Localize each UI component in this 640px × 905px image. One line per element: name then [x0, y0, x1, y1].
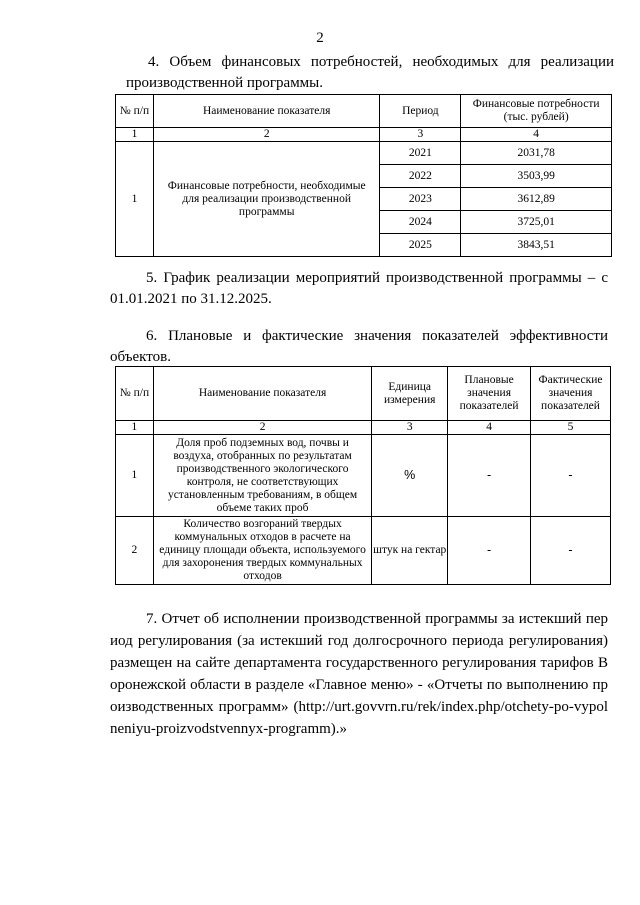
section-7-report: 7. Отчет об исполнении производственной программы за истекший период регулирования (за истекший год долгосрочного периода регулирования) размещен на сайте департамента государственного регулирования тарифов Воронежской области в разделе «Главное меню» - «Отчеты по выполнению производственных программ» (http://urt.govvrn.ru/rek/index.php/otchety-po-vypolneniyu-proizvodstvennyx-programm).»: [110, 611, 608, 737]
header-actual-values: Фактические значения показателей: [531, 367, 611, 421]
col-number: 5: [531, 421, 611, 435]
row-indicator-name: Финансовые потребности, необходимые для реализации производственной программы: [153, 142, 380, 257]
section-5-schedule: 5. График реализации мероприятий производственной программы – с 01.01.2021 по 31.12.2025.: [110, 270, 608, 307]
section-6-heading: 6. Плановые и фактические значения показателей эффективности объектов.: [110, 328, 608, 365]
header-indicator-name: Наименование показателя: [153, 367, 371, 421]
col-number: 1: [116, 128, 154, 142]
period-year: 2023: [380, 188, 461, 211]
header-planned-values: Плановые значения показателей: [448, 367, 531, 421]
header-unit: Единица измерения: [372, 367, 448, 421]
period-year: 2021: [380, 142, 461, 165]
period-value: 3725,01: [461, 211, 612, 234]
period-year: 2022: [380, 165, 461, 188]
row-planned-value: -: [448, 435, 531, 517]
period-year: 2025: [380, 234, 461, 257]
period-value: 3612,89: [461, 188, 612, 211]
period-value: 2031,78: [461, 142, 612, 165]
header-financial-needs: Финансовые потребности (тыс. рублей): [461, 95, 612, 128]
financial-needs-table: [115, 94, 612, 257]
row-indicator-name: Количество возгораний твердых коммунальных отходов в расчете на единицу площади объекта, используемого для захоронения твердых коммунальных отходов: [153, 517, 371, 585]
period-value: 3503,99: [461, 165, 612, 188]
col-number: 2: [153, 128, 380, 142]
row-planned-value: -: [448, 517, 531, 585]
header-number: № п/п: [116, 95, 154, 128]
col-number: 4: [448, 421, 531, 435]
header-period: Период: [380, 95, 461, 128]
section-4-heading: 4. Объем финансовых потребностей, необходимых для реализации производственной программы.: [126, 54, 614, 91]
efficiency-indicators-table: [115, 366, 611, 585]
row-number: 1: [116, 142, 154, 257]
col-number: 1: [116, 421, 154, 435]
row-number: 2: [116, 517, 154, 585]
row-unit: штук на гектар: [372, 517, 448, 585]
row-actual-value: -: [531, 435, 611, 517]
row-indicator-name: Доля проб подземных вод, почвы и воздуха, отобранных по результатам производственного экологического контроля, не соответствующих установленным требованиям, в общем объеме таких проб: [153, 435, 371, 517]
col-number: 2: [153, 421, 371, 435]
col-number: 4: [461, 128, 612, 142]
period-year: 2024: [380, 211, 461, 234]
header-indicator-name: Наименование показателя: [153, 95, 380, 128]
header-number: № п/п: [116, 367, 154, 421]
period-value: 3843,51: [461, 234, 612, 257]
page-number: 2: [316, 30, 324, 46]
row-unit: %: [372, 435, 448, 517]
col-number: 3: [380, 128, 461, 142]
row-actual-value: -: [531, 517, 611, 585]
col-number: 3: [372, 421, 448, 435]
row-number: 1: [116, 435, 154, 517]
